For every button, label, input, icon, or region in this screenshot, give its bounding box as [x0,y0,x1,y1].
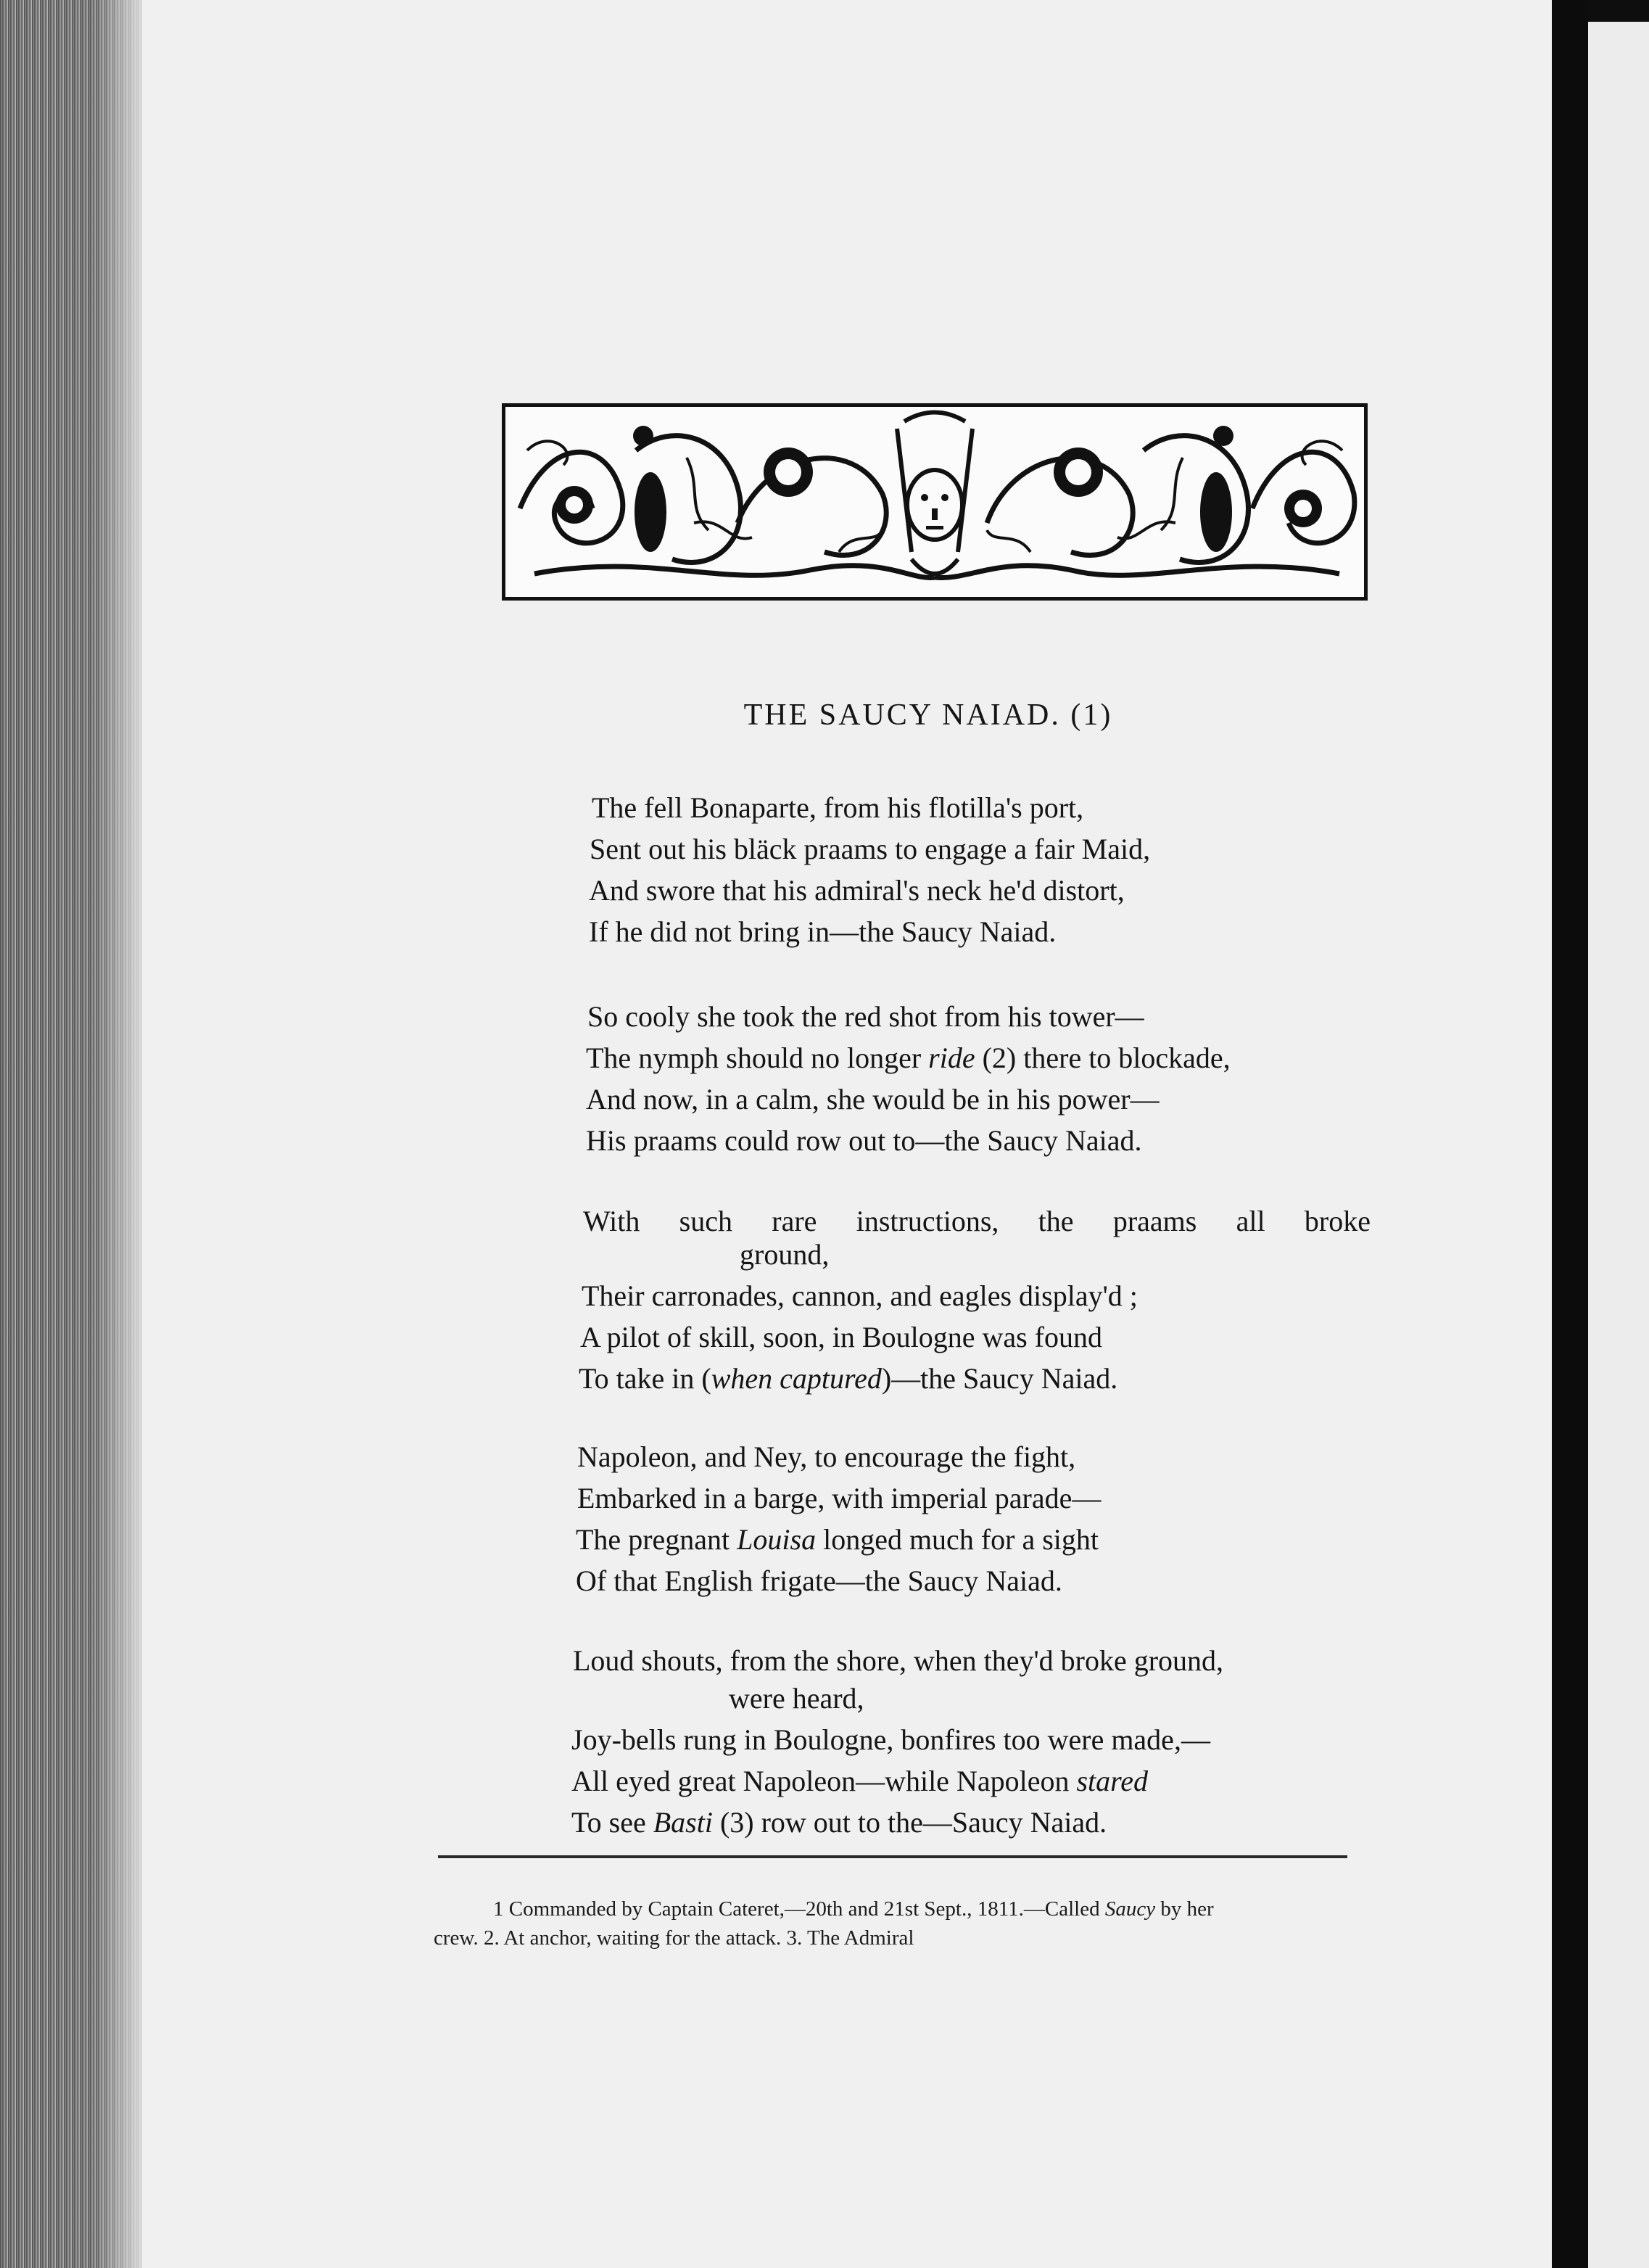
poem-line: To see Basti (3) row out to the—Saucy Naiad. [571,1806,1107,1839]
poem-line: Joy-bells rung in Boulogne, bonfires too were made,— [571,1723,1210,1756]
poem-line: If he did not bring in—the Saucy Naiad. [589,915,1057,948]
poem-line: Loud shouts, from the shore, when they'd broke ground, [573,1644,1224,1677]
poem-line: Napoleon, and Ney, to encourage the fight, [577,1440,1076,1473]
gutter-shadow [1552,0,1588,2268]
next-page-edge [1588,22,1649,2268]
poem-line: Embarked in a barge, with imperial parade— [577,1482,1102,1514]
poem-line: To take in (when captured)—the Saucy Naiad. [579,1362,1118,1395]
poem-line: With such rare instructions, the praams all broke [583,1205,1371,1237]
footnotes [434,1894,1355,1952]
footnote-line: 1 Commanded by Captain Cateret,—20th and 21st Sept., 1811.—Called Saucy by her [493,1897,1214,1921]
poem-line: The fell Bonaparte, from his flotilla's port, [592,791,1084,824]
poem-line-continuation: ground, [740,1238,830,1271]
poem-line: And now, in a calm, she would be in his power— [586,1083,1160,1116]
poem-line: His praams could row out to—the Saucy Naiad. [586,1124,1142,1157]
poem-line-continuation: were heard, [729,1682,864,1715]
poem-line: Their carronades, cannon, and eagles display'd ; [582,1279,1138,1312]
poem-title: THE SAUCY NAIAD. (1) [743,698,1113,732]
poem-line: Of that English frigate—the Saucy Naiad. [576,1564,1062,1597]
poem-line: Sent out his bläck praams to engage a fair Maid, [590,833,1151,865]
poem-line: The nymph should no longer ride (2) there to blockade, [586,1042,1231,1074]
poem-line: And swore that his admiral's neck he'd distort, [589,874,1125,907]
poem-line: All eyed great Napoleon—while Napoleon stared [571,1765,1148,1797]
book-page-edges [0,0,145,2268]
ornamental-headpiece-icon [502,403,1368,601]
poem-line: The pregnant Louisa longed much for a sight [576,1523,1099,1556]
footnote-divider [438,1855,1347,1858]
poem-line: So cooly she took the red shot from his tower— [587,1000,1144,1033]
poem-line: A pilot of skill, soon, in Boulogne was found [580,1321,1102,1353]
footnote-line: crew. 2. At anchor, waiting for the attack. 3. The Admiral [434,1926,914,1950]
